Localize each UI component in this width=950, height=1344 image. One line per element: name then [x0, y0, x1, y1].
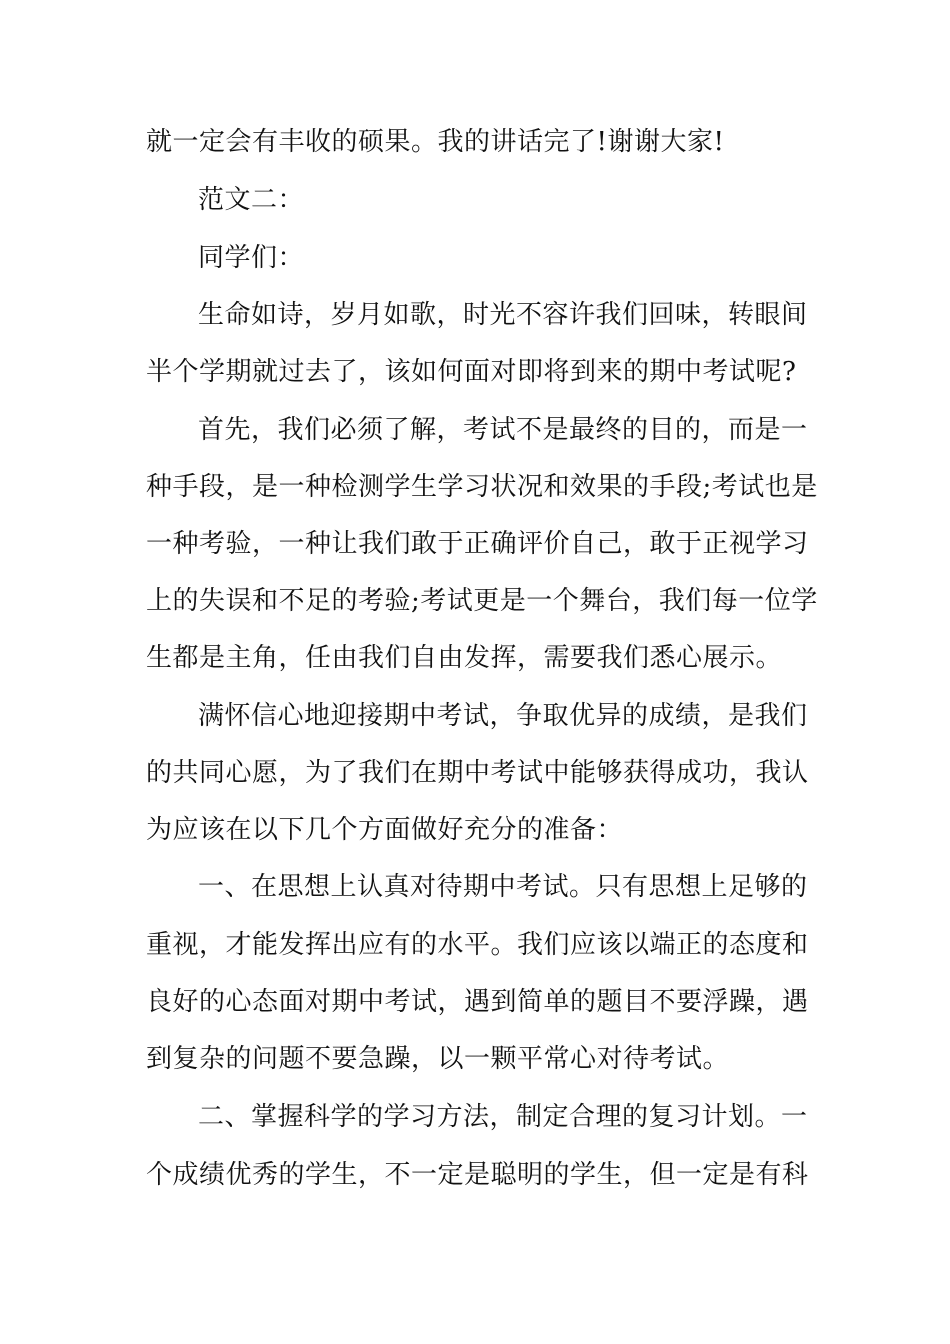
text-line: 半个学期就过去了，该如何面对即将到来的期中考试呢? — [146, 357, 797, 387]
text-line: 一种考验，一种让我们敢于正确评价自己，敢于正视学习 — [146, 529, 809, 559]
text-line: 个成绩优秀的学生，不一定是聪明的学生，但一定是有科 — [146, 1160, 809, 1190]
text-line: 良好的心态面对期中考试，遇到简单的题目不要浮躁，遇 — [146, 987, 809, 1017]
text-line: 重视，才能发挥出应有的水平。我们应该以端正的态度和 — [146, 930, 809, 960]
section-heading: 范文二： — [198, 185, 305, 215]
text-line: 上的失误和不足的考验;考试更是一个舞台，我们每一位学 — [146, 586, 818, 616]
text-line: 生命如诗，岁月如歌，时光不容许我们回味，转眼间 — [198, 300, 808, 330]
text-line: 的共同心愿，为了我们在期中考试中能够获得成功，我认 — [146, 758, 809, 788]
text-line: 满怀信心地迎接期中考试，争取优异的成绩，是我们 — [198, 701, 808, 731]
text-line: 到复杂的问题不要急躁，以一颗平常心对待考试。 — [146, 1044, 730, 1074]
text-line: 一、在思想上认真对待期中考试。只有思想上足够的 — [198, 872, 808, 902]
text-line: 为应该在以下几个方面做好充分的准备： — [146, 815, 624, 845]
salutation: 同学们： — [198, 243, 305, 273]
text-line: 种手段，是一种检测学生学习状况和效果的手段;考试也是 — [146, 472, 818, 502]
text-line: 首先，我们必须了解，考试不是最终的目的，而是一 — [198, 415, 808, 445]
text-line: 二、掌握科学的学习方法，制定合理的复习计划。一 — [198, 1102, 808, 1132]
text-line: 生都是主角，任由我们自由发挥，需要我们悉心展示。 — [146, 643, 783, 673]
text-line: 就一定会有丰收的硕果。我的讲话完了!谢谢大家! — [146, 127, 725, 157]
